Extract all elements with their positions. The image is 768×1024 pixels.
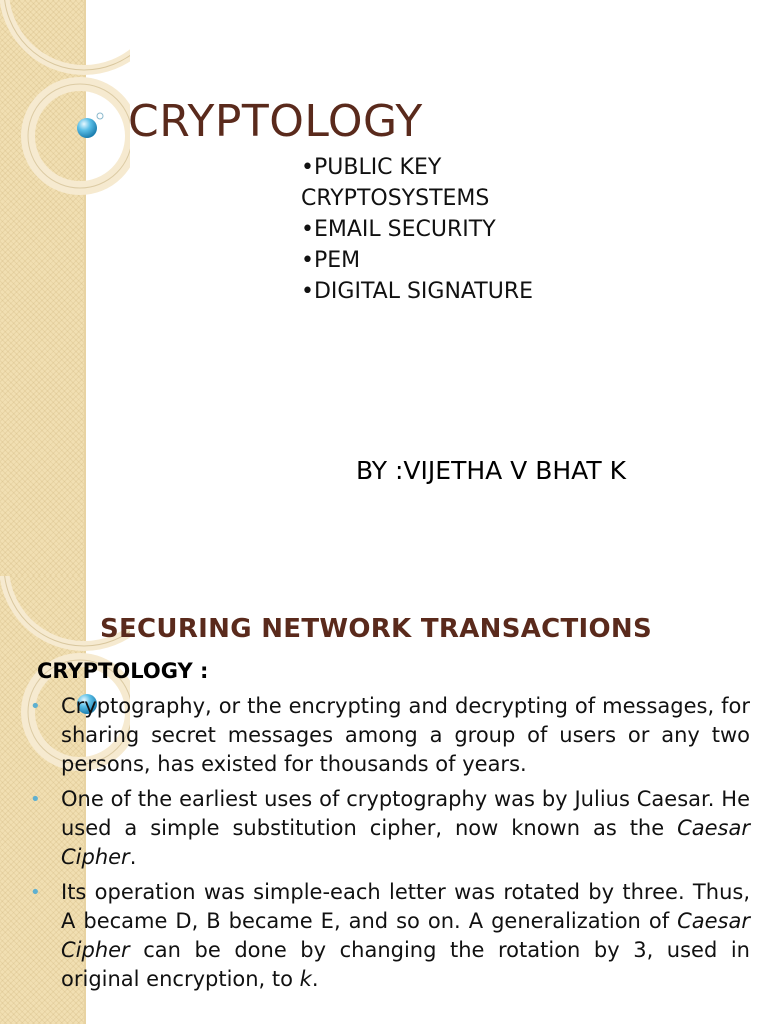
bullet-paragraph — [30, 878, 750, 994]
slide-title: CRYPTOLOGY — [128, 96, 423, 147]
paragraph-text: . — [311, 967, 319, 991]
paragraph-text: One of the earliest uses of cryptography was by Julius Caesar. He used a simple substitution cipher, now known as the — [61, 787, 750, 840]
slide-title: SECURING NETWORK TRANSACTIONS — [99, 614, 653, 644]
bullet-paragraph — [30, 785, 750, 872]
author-line: BY :VIJETHA V BHAT K — [356, 456, 626, 485]
content-slide — [0, 576, 768, 1024]
topic-item: CRYPTOSYSTEMS — [301, 186, 490, 211]
paragraph-emphasis: k — [299, 967, 312, 991]
decorative-circles — [0, 0, 130, 200]
topic-item: •PEM — [301, 248, 361, 273]
paragraph-text: Its operation was simple-each letter was rotated by three. Thus, A became D, B became E, and so on. A generalization of — [61, 880, 750, 933]
paragraph-text: Cryptography, or the encrypting and decrypting of messages, for sharing secret messages among a group of users or any two persons, has existed for thousands of years. — [61, 694, 750, 776]
topic-item: •EMAIL SECURITY — [301, 217, 496, 242]
bullet-list — [30, 692, 750, 1000]
paragraph-text: can be done by changing the rotation by 3, used in original encryption, to — [61, 938, 750, 991]
bullet-icon: • — [30, 696, 41, 717]
orb-icon — [77, 118, 97, 138]
paragraph-emphasis: Caesar Cipher — [61, 909, 750, 962]
topic-item: •DIGITAL SIGNATURE — [301, 279, 533, 304]
topic-item: •PUBLIC KEY — [301, 155, 442, 180]
topic-list — [301, 152, 601, 307]
bullet-paragraph — [30, 692, 750, 779]
section-heading: CRYPTOLOGY : — [37, 659, 209, 683]
bullet-icon: • — [30, 789, 41, 810]
paragraph-text: . — [129, 845, 137, 869]
bullet-icon: • — [30, 882, 41, 903]
paragraph-emphasis: Caesar Cipher — [61, 816, 750, 869]
